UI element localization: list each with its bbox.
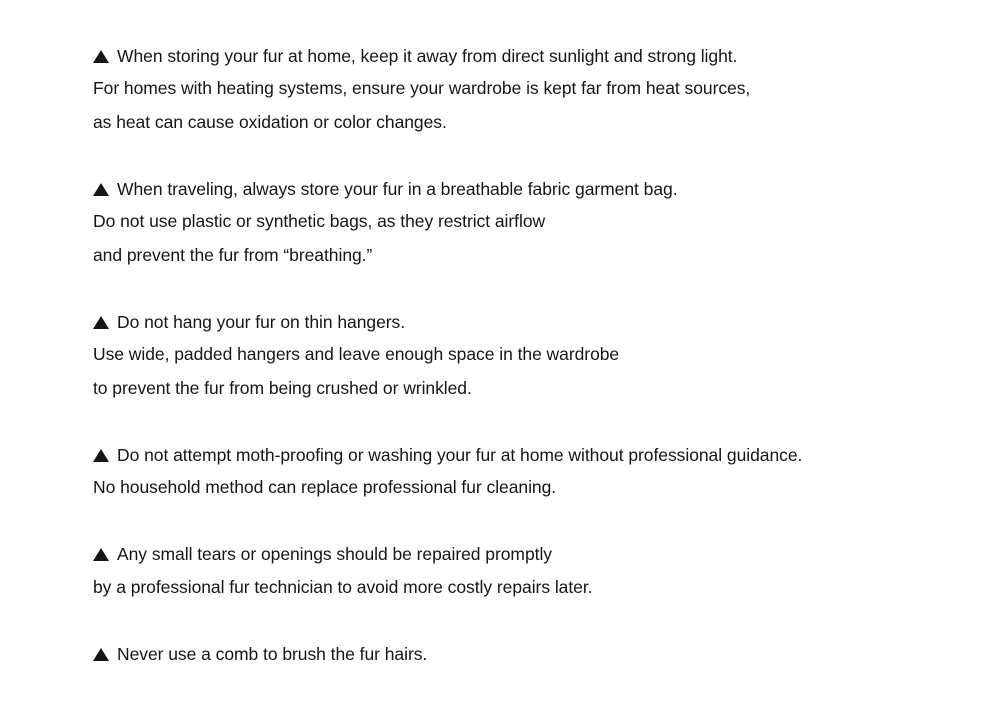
instruction-heading-text: When storing your fur at home, keep it away from direct sunlight and strong light. <box>117 46 738 66</box>
instruction-line: Do not use plastic or synthetic bags, as they restrict airflow <box>93 211 546 231</box>
triangle-bullet-icon <box>93 449 109 462</box>
fur-care-instructions <box>93 0 973 714</box>
instruction-heading-text: Do not attempt moth-proofing or washing your fur at home without professional guidance. <box>117 445 803 465</box>
instruction-heading <box>93 178 678 200</box>
instruction-heading <box>93 311 405 333</box>
instruction-line: For homes with heating systems, ensure your wardrobe is kept far from heat sources, <box>93 78 751 98</box>
instruction-heading-text: Do not hang your fur on thin hangers. <box>117 312 406 332</box>
triangle-bullet-icon <box>93 648 109 661</box>
triangle-bullet-icon <box>93 50 109 63</box>
instruction-line: to prevent the fur from being crushed or wrinkled. <box>93 378 472 398</box>
instruction-heading <box>93 45 737 67</box>
instruction-heading-text: Any small tears or openings should be repaired promptly <box>117 544 552 564</box>
triangle-bullet-icon <box>93 316 109 329</box>
instruction-line: Use wide, padded hangers and leave enough space in the wardrobe <box>93 344 620 364</box>
triangle-bullet-icon <box>93 183 109 196</box>
instruction-line: and prevent the fur from “breathing.” <box>93 245 373 265</box>
instruction-heading <box>93 643 427 665</box>
instruction-heading-text: When traveling, always store your fur in a breathable fabric garment bag. <box>117 179 678 199</box>
instruction-heading-text: Never use a comb to brush the fur hairs. <box>117 644 428 664</box>
triangle-bullet-icon <box>93 548 109 561</box>
instruction-line: as heat can cause oxidation or color changes. <box>93 112 447 132</box>
instruction-line: No household method can replace professional fur cleaning. <box>93 477 557 497</box>
instruction-heading <box>93 444 802 466</box>
instruction-heading <box>93 543 552 565</box>
instruction-line: by a professional fur technician to avoid more costly repairs later. <box>93 577 593 597</box>
